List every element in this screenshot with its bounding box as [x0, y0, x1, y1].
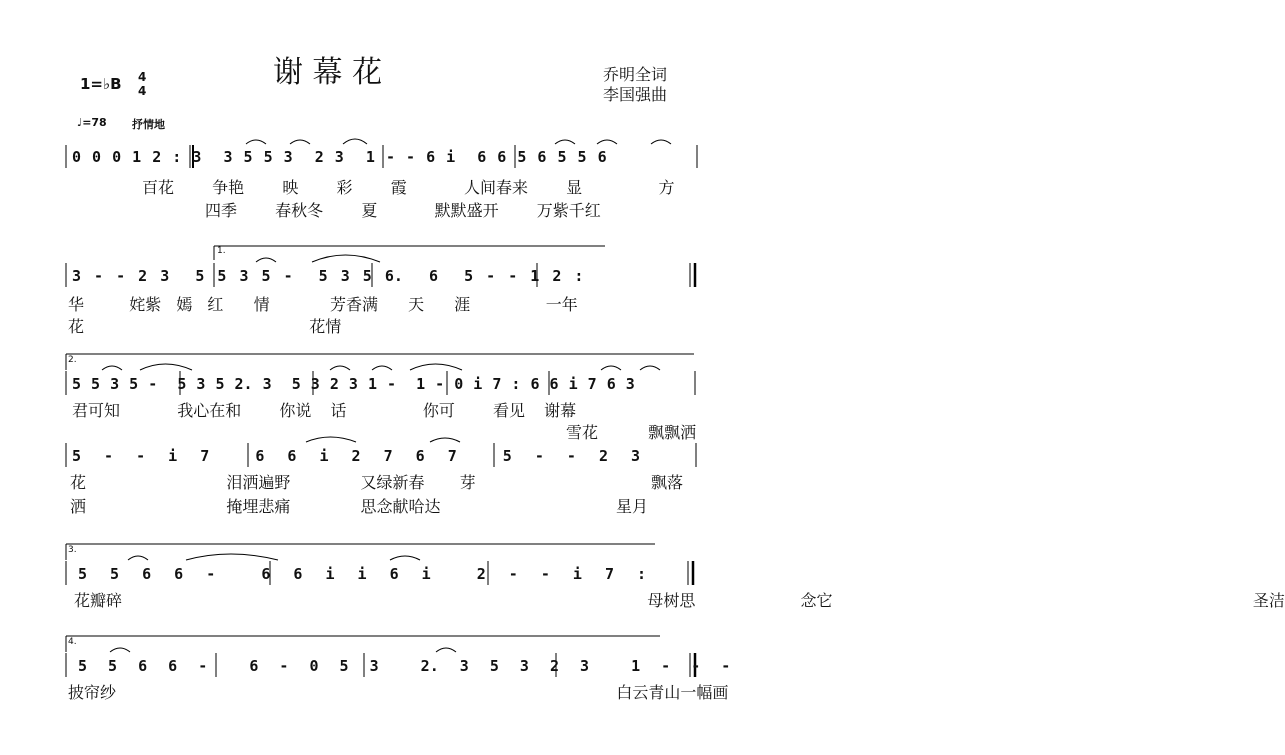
volta-label-1: 1. — [217, 246, 226, 256]
row4-slurs — [306, 437, 460, 442]
key-signature: 1=♭B — [80, 75, 122, 93]
row3-lyrics-verse2: 雪花 飘飘洒 — [566, 423, 697, 442]
volta-label-4: 4. — [68, 637, 77, 647]
row5-slurs — [128, 554, 420, 560]
row3-lyrics-verse1: 君可知 我心在和 你说 话 你可 看见 谢幕 — [72, 401, 577, 420]
composer-credit: 李国强曲 — [603, 85, 668, 104]
row6-notes: 5 5 6 6 - 6 - 0 5 3 2. 3 5 3 2 3 1 - - - — [78, 657, 731, 675]
row6-slurs — [110, 648, 456, 652]
row2-lyrics-verse1: 华 姹紫 嫣 红 情 芳香满 天 涯 一年 — [68, 295, 578, 314]
expression-marking: 抒情地 — [132, 118, 165, 131]
row4-lyrics-verse1: 花 泪洒遍野 又绿新春 芽 飘落 — [70, 473, 684, 492]
row6-lyrics-verse1: 披帘纱 白云青山一幅画 — [68, 683, 729, 702]
volta-label-2: 2. — [68, 355, 77, 365]
tempo-marking: ♩=78 — [77, 116, 107, 129]
time-signature-top: 4 — [138, 70, 147, 84]
row1-notes: 0 0 0 1 2 : 3 3 5 5 3 2 3 1 - - 6 i 6 6 5 6 5 5 6 — [72, 148, 607, 166]
time-signature-bottom: 4 — [138, 84, 147, 98]
row3-notes: 5 5 3 5 - 5 3 5 2. 3 5 3 2 3 1 - 1 - 0 i 7 : 6 6 i 7 6 3 — [72, 375, 635, 393]
page-title: 谢 幕 花 — [273, 55, 383, 90]
row1-slurs — [246, 139, 671, 144]
lyricist-credit: 乔明全词 — [603, 65, 668, 84]
row4-lyrics-verse2: 洒 掩埋悲痛 思念献哈达 星月 — [70, 497, 648, 516]
row1-lyrics-verse1: 百花 争艳 映 彩 霞 人间春来 显 方 — [142, 178, 675, 197]
row2-slurs — [256, 255, 380, 262]
volta-label-3: 3. — [68, 545, 77, 555]
row2-notes: 3 - - 2 3 5 5 3 5 - 5 3 5 6. 6 5 - - 1 2 : — [72, 267, 584, 285]
row4-notes: 5 - - i 7 6 6 i 2 7 6 7 5 - - 2 3 — [72, 447, 641, 465]
row2-lyrics-verse2: 花 花情 — [68, 317, 342, 336]
row5-notes: 5 5 6 6 - 6 6 i i 6 i 2 - - i 7 : — [78, 565, 647, 583]
row3-slurs — [102, 364, 660, 370]
row5-lyrics-verse1: 花瓣碎 母树思 念它 圣洁 — [74, 591, 1285, 610]
row1-lyrics-verse2: 四季 春秋冬 夏 默默盛开 万紫千红 — [205, 201, 601, 220]
